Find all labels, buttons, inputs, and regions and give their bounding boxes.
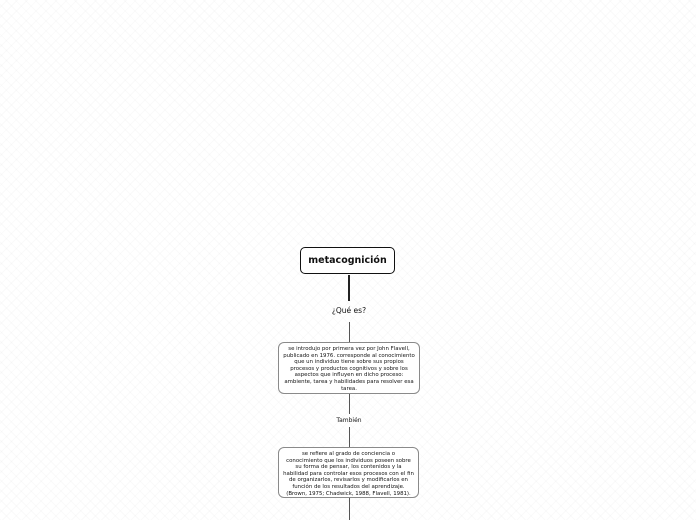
link-label-tambien[interactable] bbox=[290, 417, 408, 424]
definition-node-2[interactable] bbox=[278, 447, 419, 498]
connector-question-to-node1 bbox=[349, 322, 350, 342]
definition-node-1[interactable] bbox=[278, 342, 420, 394]
connector-node1-to-tambien bbox=[349, 394, 350, 414]
definition-node-1-text: se introdujo por primera vez por John Flavell, publicado en 1976. corresponde al conocimiento que un individuo tiene sobre sus propios procesos y productos cognitivos y sobre los aspectos que influyen en dicho proceso: ambiente, tarea y habilidades para resolver esa tarea. bbox=[283, 346, 415, 392]
definition-node-2-text: se refiere al grado de conciencia o conocimiento que los individuos poseen sobre su forma de pensar, los contenidos y la habilidad para controlar esos procesos con el fin de organizarlos, revisarlos y modificarlos en función de los resultados del aprendizaje. (Brown, 1975; Chadwick, 1988, Flavell, 1981). bbox=[283, 451, 414, 497]
connector-node2-down bbox=[349, 498, 350, 520]
link-label-tambien-text: También bbox=[336, 417, 362, 424]
central-topic-label: metacognición bbox=[308, 255, 387, 266]
link-label-que-es-text: ¿Qué es? bbox=[331, 306, 367, 315]
central-topic[interactable] bbox=[300, 247, 395, 274]
link-label-que-es[interactable] bbox=[290, 306, 408, 315]
connector-root-to-question bbox=[348, 275, 350, 301]
connector-tambien-to-node2 bbox=[349, 427, 350, 447]
